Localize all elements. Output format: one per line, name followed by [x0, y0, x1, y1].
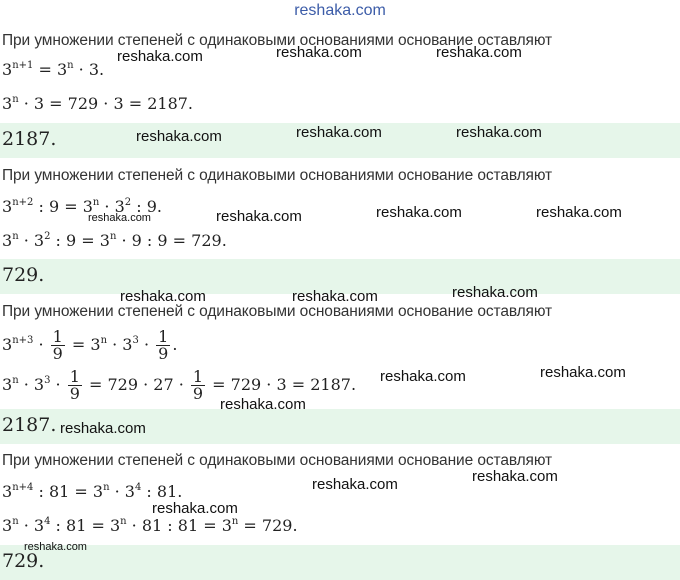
rule-explanation-3: При умножении степеней с одинаковыми основаниями основание оставляют [2, 303, 553, 320]
answer-value-3: 2187. [2, 414, 57, 436]
rule-equation-4: $3^{n+4}$ : $81 = 3^n \cdot 3^4$ : 81. [2, 482, 183, 501]
answer-value-2: 729. [2, 264, 45, 286]
fraction: $\frac{1}{9}$ [52, 327, 63, 363]
watermark: reshaka.com [376, 204, 462, 221]
watermark: reshaka.com [436, 44, 522, 61]
watermark: reshaka.com [216, 208, 302, 225]
rule-explanation-2: При умножении степеней с одинаковыми основаниями основание оставляют [2, 167, 553, 184]
watermark: reshaka.com [540, 364, 626, 381]
watermark: reshaka.com [120, 288, 206, 305]
answer-value-1: 2187. [2, 128, 57, 150]
calc-equation-1: $3^n \cdot 3 = 729 \cdot 3 = 2187$. [2, 94, 194, 113]
fraction: $\frac{1}{9}$ [158, 327, 169, 363]
watermark: reshaka.com [292, 288, 378, 305]
answer-row-4 [0, 545, 680, 580]
rule-explanation-4: При умножении степеней с одинаковыми основаниями основание оставляют [2, 452, 553, 469]
watermark: reshaka.com [24, 541, 87, 553]
watermark: reshaka.com [117, 48, 203, 65]
calc-equation-2: $3^n \cdot 3^2$ : $9 = 3^n \cdot 9$ : 9 = 729. [2, 231, 227, 250]
watermark: reshaka.com [312, 476, 398, 493]
watermark: reshaka.com [456, 124, 542, 141]
watermark: reshaka.com [276, 44, 362, 61]
rule-explanation-1: При умножении степеней с одинаковыми основаниями основание оставляют [2, 32, 553, 49]
watermark: reshaka.com [380, 368, 466, 385]
watermark: reshaka.com [452, 284, 538, 301]
watermark: reshaka.com [136, 128, 222, 145]
watermark: reshaka.com [60, 420, 146, 437]
fraction: $\frac{1}{9}$ [69, 367, 80, 403]
answer-value-4: 729. [2, 550, 45, 572]
fraction: $\frac{1}{9}$ [192, 367, 204, 403]
watermark: reshaka.com [152, 500, 238, 517]
watermark: reshaka.com [220, 396, 306, 413]
watermark: reshaka.com [472, 468, 558, 485]
rule-equation-1: $3^{n+1} = 3^n \cdot 3$. [2, 60, 105, 79]
rule-equation-2: $3^{n+2}$ : $9 = 3^n \cdot 3^2$ : 9. [2, 197, 162, 216]
watermark: reshaka.com [536, 204, 622, 221]
site-header-logo[interactable]: reshaka.com [294, 2, 386, 19]
calc-equation-4: $3^n \cdot 3^4$ : $81 = 3^n \cdot 81$ : $81 = 3^n = 729$. [2, 516, 298, 535]
watermark: reshaka.com [296, 124, 382, 141]
rule-equation-3: $3^{n+3}$ · $\frac{1}{9}$ = $3^n \cdot 3^3$ · $\frac{1}{9}$ . [2, 327, 178, 363]
calc-equation-3: $3^n \cdot 3^3$ · $\frac{1}{9}$ = 729 · 27 · $\frac{1}{9}$ = 729 · 3 = 2187. [2, 367, 357, 403]
watermark: reshaka.com [88, 212, 151, 224]
